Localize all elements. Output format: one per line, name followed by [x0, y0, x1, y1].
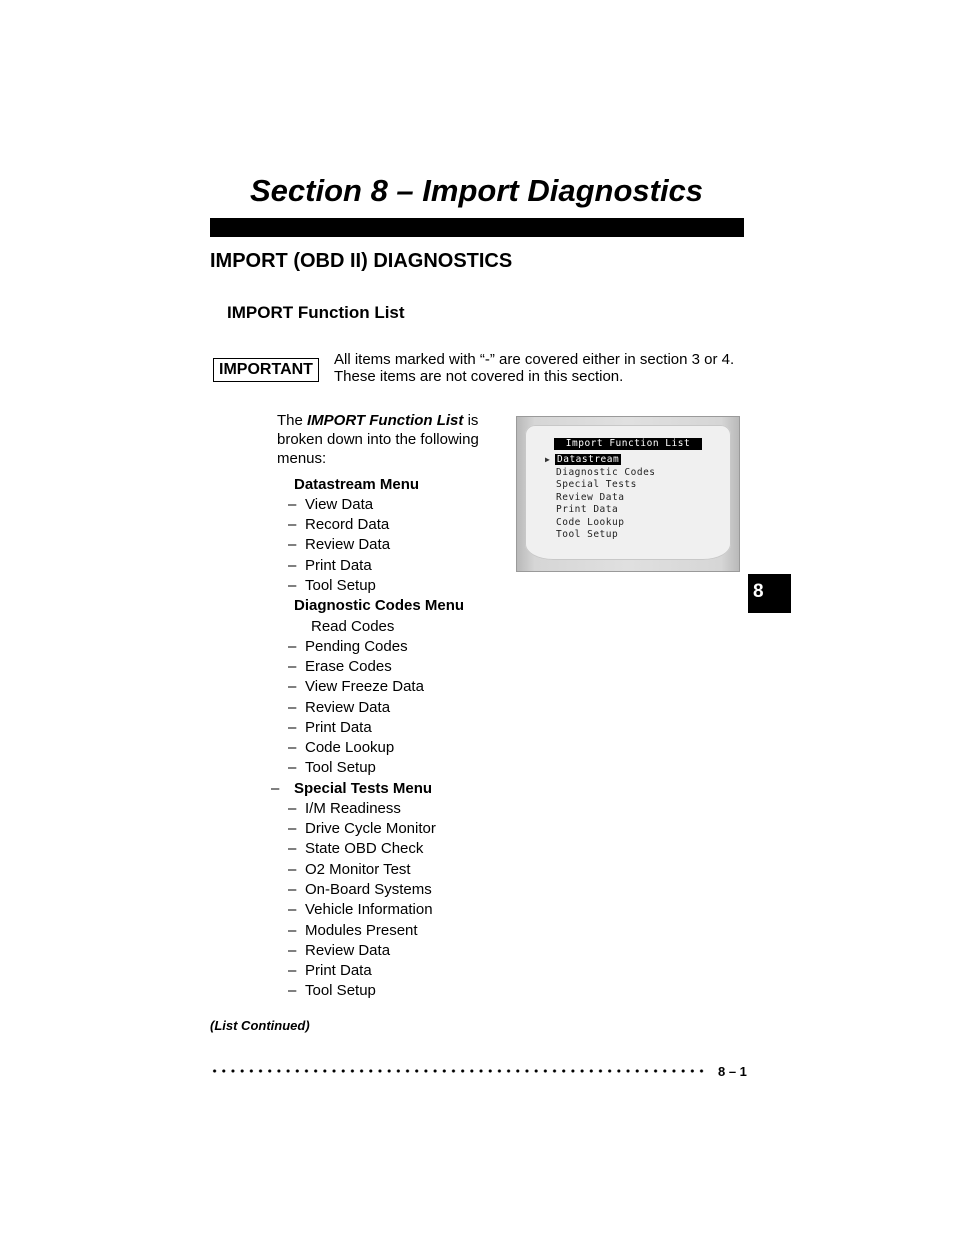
- page-number: 8 – 1: [718, 1064, 747, 1079]
- list-item: – O2 Monitor Test: [288, 861, 411, 878]
- lcd-title: Import Function List: [554, 438, 702, 450]
- intro-paragraph: [277, 411, 509, 468]
- section-title: Section 8 – Import Diagnostics: [250, 173, 704, 208]
- intro-emphasis: IMPORT Function List: [307, 412, 464, 429]
- list-item: – Tool Setup: [288, 577, 376, 594]
- lcd-item: Print Data: [556, 504, 619, 515]
- list-item: Read Codes: [311, 618, 395, 635]
- list-item: – Review Data: [288, 536, 391, 553]
- selection-arrow-icon: ▶: [545, 455, 551, 464]
- page-heading: IMPORT (OBD II) DIAGNOSTICS: [210, 250, 513, 272]
- list-item: – Tool Setup: [288, 982, 376, 999]
- list-item: – Vehicle Information: [288, 901, 433, 918]
- important-line-1: All items marked with “-” are covered either in section 3 or 4.: [334, 351, 735, 368]
- important-label: IMPORTANT: [213, 358, 319, 382]
- list-item: – Modules Present: [288, 922, 418, 939]
- list-item: – State OBD Check: [288, 840, 424, 857]
- lcd-item: Special Tests: [556, 479, 637, 490]
- lcd-item: Review Data: [556, 492, 625, 503]
- datastream-menu-title: Datastream Menu: [294, 476, 420, 493]
- lcd-item: Tool Setup: [556, 529, 619, 540]
- important-note: [334, 351, 734, 385]
- dotted-rule: [210, 1066, 706, 1076]
- list-item: – Drive Cycle Monitor: [288, 820, 436, 837]
- list-item: – I/M Readiness: [288, 800, 401, 817]
- important-line-2: These items are not covered in this section.: [334, 368, 624, 385]
- lcd-item: Diagnostic Codes: [556, 467, 656, 478]
- list-item: – Record Data: [288, 516, 390, 533]
- section-tab: 8: [748, 574, 791, 613]
- list-item: – Review Data: [288, 699, 391, 716]
- lcd-item: Code Lookup: [556, 517, 625, 528]
- diagnostic-codes-menu-title: Diagnostic Codes Menu: [294, 597, 465, 614]
- list-item: – Print Data: [288, 557, 372, 574]
- list-item: – Erase Codes: [288, 658, 392, 675]
- list-item: – Tool Setup: [288, 759, 376, 776]
- list-item: – Code Lookup: [288, 739, 395, 756]
- special-tests-menu-title: – Special Tests Menu: [271, 780, 433, 797]
- intro-suffix: is broken down into the following menus:: [277, 412, 479, 467]
- list-item: – Print Data: [288, 962, 372, 979]
- intro-prefix: The: [277, 412, 308, 429]
- list-item: – View Data: [288, 496, 374, 513]
- list-item: – Review Data: [288, 942, 391, 959]
- title-rule: [210, 218, 744, 237]
- scan-tool-screen: [516, 416, 740, 572]
- subheading: IMPORT Function List: [227, 303, 405, 322]
- list-item: – Pending Codes: [288, 638, 408, 655]
- lcd-selected-item: Datastream: [557, 454, 620, 465]
- list-item: – Print Data: [288, 719, 372, 736]
- list-item: – View Freeze Data: [288, 678, 424, 695]
- list-item: – On-Board Systems: [288, 881, 432, 898]
- list-continued-note: (List Continued): [210, 1018, 310, 1033]
